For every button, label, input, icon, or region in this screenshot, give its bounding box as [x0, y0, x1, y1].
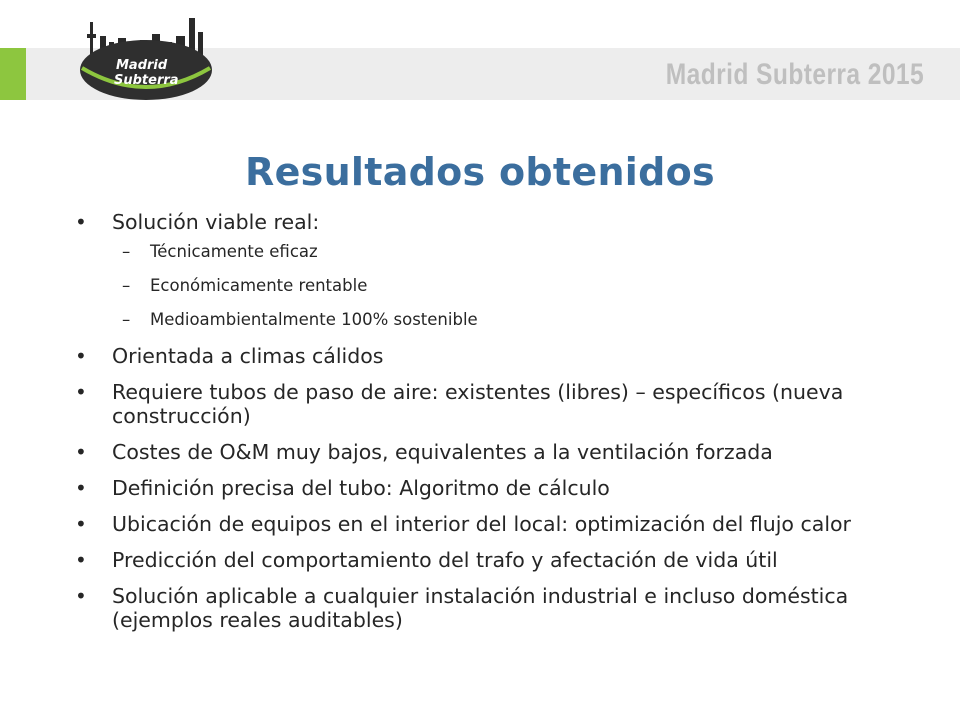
sub-bullet-text: Técnicamente eficaz: [150, 242, 318, 261]
madrid-subterra-logo: [72, 14, 222, 100]
bullet-item: [72, 584, 922, 632]
bullet-text: Definición precisa del tubo: Algoritmo de cálculo: [112, 476, 610, 500]
sub-bullet-item: [112, 310, 922, 330]
dash-icon: –: [122, 242, 131, 261]
bullet-text: Costes de O&M muy bajos, equivalentes a la ventilación forzada: [112, 440, 773, 464]
sub-bullet-text: Económicamente rentable: [150, 276, 368, 295]
header-accent: [0, 48, 26, 100]
bullet-dot-icon: •: [75, 210, 87, 234]
bullet-dot-icon: •: [75, 476, 87, 500]
bullet-dot-icon: •: [75, 548, 87, 572]
dash-icon: –: [122, 310, 131, 329]
bullet-text: Requiere tubos de paso de aire: existentes (libres) – específicos (nueva construcción): [112, 380, 844, 428]
bullet-dot-icon: •: [75, 440, 87, 464]
sub-bullet-text: Medioambientalmente 100% sostenible: [150, 310, 478, 329]
bullet-item: [72, 210, 922, 330]
slide-title: Resultados obtenidos: [245, 150, 715, 194]
dash-icon: –: [122, 276, 131, 295]
logo-text-line1: Madrid: [116, 58, 168, 73]
sub-bullet-item: [112, 276, 922, 296]
bullet-dot-icon: •: [75, 584, 87, 608]
bullet-dot-icon: •: [75, 512, 87, 536]
bullet-text: Solución viable real:: [112, 210, 320, 234]
bullet-item: [72, 512, 922, 536]
bullet-text: Predicción del comportamiento del trafo y afectación de vida útil: [112, 548, 778, 572]
bullet-item: [72, 440, 922, 464]
logo-text-line2: Subterra: [114, 73, 179, 88]
bullet-text: Orientada a climas cálidos: [112, 344, 384, 368]
bullet-list: [72, 210, 922, 644]
bullet-text: Solución aplicable a cualquier instalación industrial e incluso doméstica (ejemplos reales auditables): [112, 584, 849, 632]
header-brand: Madrid Subterra 2015: [665, 58, 924, 91]
bullet-text: Ubicación de equipos en el interior del local: optimización del flujo calor: [112, 512, 851, 536]
sub-bullet-list: [112, 242, 922, 330]
bullet-item: [72, 344, 922, 368]
bullet-item: [72, 380, 922, 428]
bullet-dot-icon: •: [75, 380, 87, 404]
bullet-item: [72, 476, 922, 500]
bullet-item: [72, 548, 922, 572]
sub-bullet-item: [112, 242, 922, 262]
bullet-dot-icon: •: [75, 344, 87, 368]
